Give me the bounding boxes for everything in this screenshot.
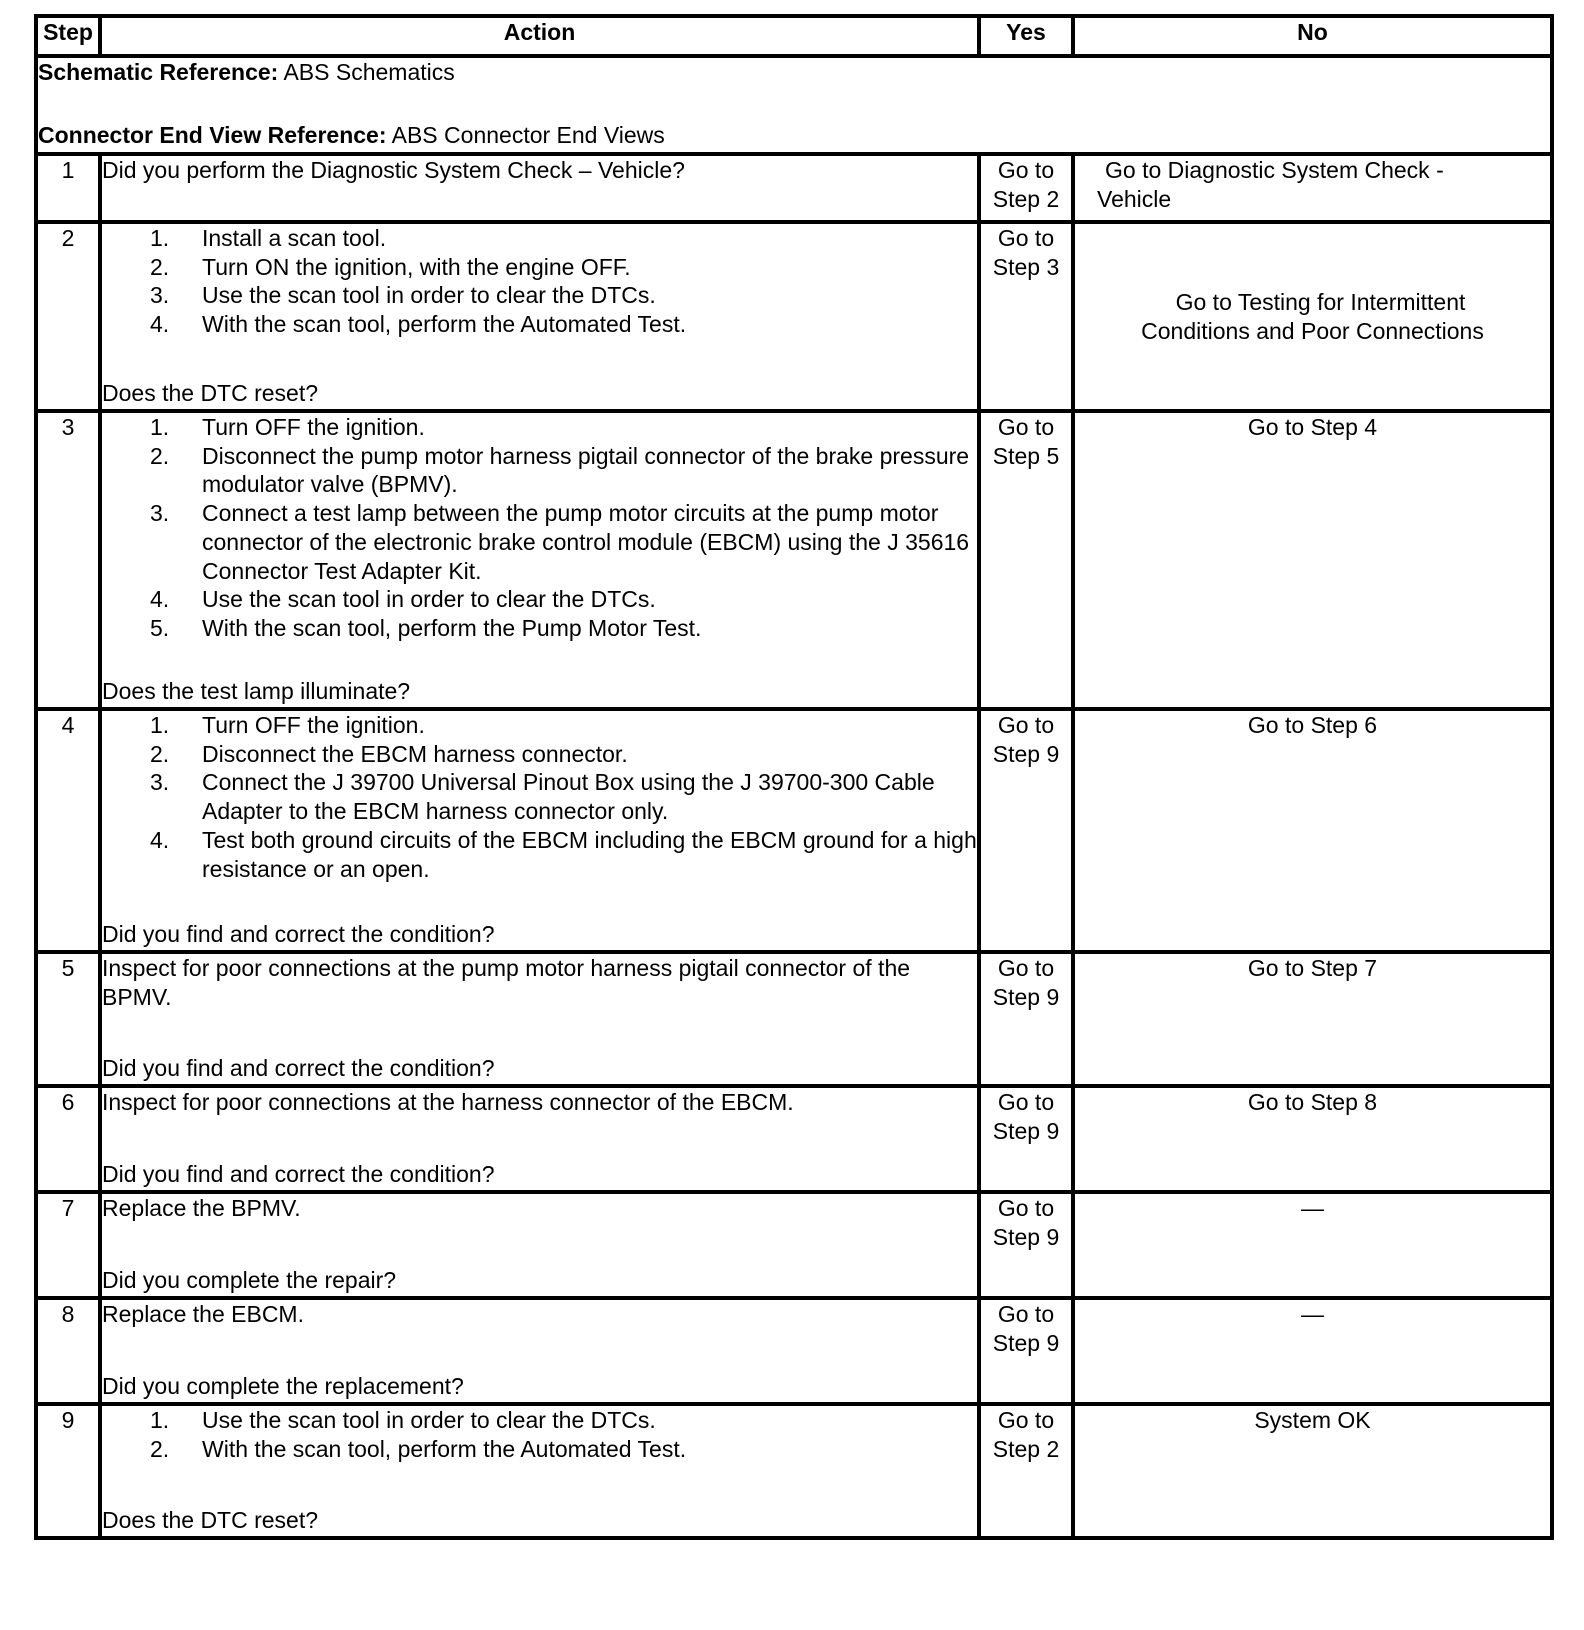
yes-line2: Step 5 — [992, 442, 1060, 469]
action-cell — [100, 952, 979, 1086]
table-row — [36, 1404, 1552, 1538]
list-item: 3. Use the scan tool in order to clear the DTCs. — [150, 282, 656, 309]
yes-line1: Go to — [997, 225, 1055, 251]
no-cell — [1073, 154, 1552, 222]
step-number: 1 — [36, 154, 100, 222]
list-item: 3. Connect the J 39700 Universal Pinout Box using the J 39700-300 Cable Adapter to the EBCM harness connector only. — [150, 769, 935, 825]
table-row — [36, 222, 1552, 411]
step-number: 5 — [36, 952, 100, 1086]
yes-line2: Step 9 — [992, 983, 1060, 1010]
yes-cell — [979, 1404, 1073, 1538]
yes-line2: Step 9 — [992, 740, 1060, 767]
action-text: Inspect for poor connections at the harness connector of the EBCM. — [102, 1089, 794, 1115]
action-list — [102, 413, 977, 643]
yes-line1: Go to — [997, 712, 1055, 738]
action-cell — [100, 1086, 979, 1192]
yes-line2: Step 9 — [992, 1329, 1060, 1356]
action-question: Does the DTC reset? — [102, 380, 319, 407]
yes-cell — [979, 222, 1073, 411]
yes-cell — [979, 1192, 1073, 1298]
yes-line2: Step 3 — [992, 253, 1060, 280]
yes-line1: Go to — [997, 955, 1055, 981]
yes-cell — [979, 411, 1073, 709]
action-question: Did you find and correct the condition? — [102, 921, 495, 948]
diagnostic-table — [34, 14, 1554, 1540]
list-item: 1. Install a scan tool. — [150, 225, 387, 251]
action-cell — [100, 411, 979, 709]
header-yes: Yes — [979, 16, 1073, 56]
table-row — [36, 1192, 1552, 1298]
list-item: 1. Turn OFF the ignition. — [150, 712, 425, 738]
step-number: 4 — [36, 709, 100, 952]
no-line2: Vehicle — [1097, 185, 1172, 212]
yes-line1: Go to — [997, 1407, 1055, 1433]
action-text: Did you perform the Diagnostic System Check – Vehicle? — [102, 157, 685, 183]
action-cell — [100, 1298, 979, 1404]
step-number: 9 — [36, 1404, 100, 1538]
yes-cell — [979, 709, 1073, 952]
list-item: 4. Use the scan tool in order to clear the DTCs. — [150, 586, 656, 613]
no-cell: Go to Step 8 — [1073, 1086, 1552, 1192]
list-item: 4. With the scan tool, perform the Automated Test. — [150, 311, 687, 338]
no-cell: System OK — [1073, 1404, 1552, 1538]
action-text: Inspect for poor connections at the pump motor harness pigtail connector of the BPMV. — [102, 955, 911, 1010]
yes-line1: Go to — [997, 1195, 1055, 1221]
list-item: 2. Turn ON the ignition, with the engine OFF. — [150, 253, 631, 280]
yes-line2: Step 2 — [992, 185, 1060, 212]
table-row — [36, 952, 1552, 1086]
action-cell — [100, 222, 979, 411]
schematic-reference-value: ABS Schematics — [283, 59, 455, 85]
yes-line1: Go to — [997, 414, 1055, 440]
table-row — [36, 411, 1552, 709]
connector-reference-label: Connector End View Reference: — [38, 121, 387, 148]
action-text: Replace the EBCM. — [102, 1301, 304, 1327]
reference-cell — [36, 56, 1552, 154]
action-question: Did you find and correct the condition? — [102, 1161, 495, 1188]
yes-cell — [979, 1298, 1073, 1404]
yes-cell — [979, 952, 1073, 1086]
list-item: 2. With the scan tool, perform the Automated Test. — [150, 1435, 687, 1462]
table-row — [36, 154, 1552, 222]
header-action: Action — [100, 16, 979, 56]
action-cell — [100, 709, 979, 952]
reference-row — [36, 56, 1552, 154]
table-row — [36, 1298, 1552, 1404]
action-text: Replace the BPMV. — [102, 1195, 301, 1221]
step-number: 2 — [36, 222, 100, 411]
list-item: 1. Turn OFF the ignition. — [150, 414, 425, 440]
list-item: 2. Disconnect the pump motor harness pigtail connector of the brake pressure modulator valve (BPMV). — [150, 442, 970, 498]
action-list — [102, 224, 977, 339]
yes-cell — [979, 154, 1073, 222]
yes-line1: Go to — [997, 1301, 1055, 1327]
action-cell — [100, 1404, 979, 1538]
action-question: Does the test lamp illuminate? — [102, 678, 411, 705]
list-item: 1. Use the scan tool in order to clear the DTCs. — [150, 1407, 656, 1433]
header-no: No — [1073, 16, 1552, 56]
no-cell: — — [1073, 1192, 1552, 1298]
table-row — [36, 709, 1552, 952]
no-line1: Go to Testing for Intermittent — [1175, 288, 1466, 315]
no-cell: Go to Step 4 — [1073, 411, 1552, 709]
schematic-reference-label: Schematic Reference: — [38, 59, 279, 85]
step-number: 8 — [36, 1298, 100, 1404]
action-list — [102, 711, 977, 883]
no-line1: Go to Diagnostic System Check - — [1105, 157, 1444, 183]
step-number: 7 — [36, 1192, 100, 1298]
list-item: 5. With the scan tool, perform the Pump Motor Test. — [150, 614, 702, 641]
list-item: 3. Connect a test lamp between the pump motor circuits at the pump motor connector of the electronic brake control module (EBCM) using the J 35616 Connector Test Adapter Kit. — [150, 500, 970, 584]
yes-line1: Go to — [997, 1089, 1055, 1115]
yes-cell — [979, 1086, 1073, 1192]
yes-line2: Step 9 — [992, 1223, 1060, 1250]
no-cell — [1073, 222, 1552, 411]
action-question: Did you complete the repair? — [102, 1267, 397, 1294]
step-number: 3 — [36, 411, 100, 709]
yes-line2: Step 2 — [992, 1435, 1060, 1462]
action-question: Does the DTC reset? — [102, 1507, 319, 1534]
no-cell: Go to Step 7 — [1073, 952, 1552, 1086]
header-step: Step — [36, 16, 100, 56]
header-row — [36, 16, 1552, 56]
table-row — [36, 1086, 1552, 1192]
list-item: 2. Disconnect the EBCM harness connector. — [150, 740, 628, 767]
no-line2: Conditions and Poor Connections — [1141, 317, 1484, 344]
action-question: Did you complete the replacement? — [102, 1373, 464, 1400]
action-list — [102, 1406, 977, 1463]
list-item: 4. Test both ground circuits of the EBCM including the EBCM ground for a high resistance or an open. — [150, 826, 977, 882]
step-number: 6 — [36, 1086, 100, 1192]
action-question: Did you find and correct the condition? — [102, 1055, 495, 1082]
yes-line1: Go to — [997, 157, 1055, 183]
action-cell — [100, 1192, 979, 1298]
schematic-reference — [38, 58, 1550, 87]
connector-reference — [38, 121, 1550, 150]
no-cell: Go to Step 6 — [1073, 709, 1552, 952]
connector-reference-value: ABS Connector End Views — [391, 121, 665, 148]
yes-line2: Step 9 — [992, 1117, 1060, 1144]
action-cell — [100, 154, 979, 222]
no-cell: — — [1073, 1298, 1552, 1404]
